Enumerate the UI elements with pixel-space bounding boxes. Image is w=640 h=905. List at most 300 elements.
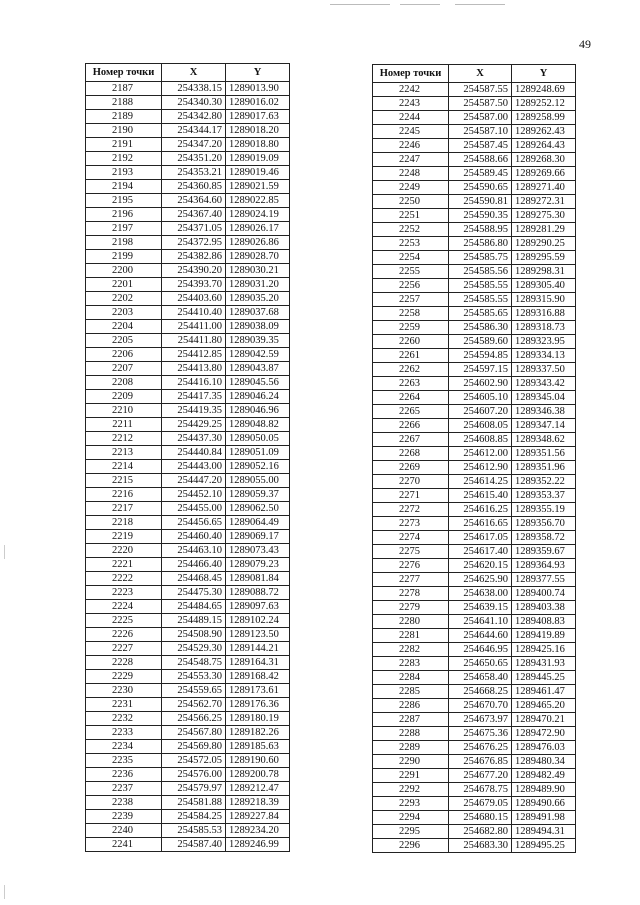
- table-row: [373, 125, 576, 139]
- x-coordinate-cell: 254443.00: [162, 460, 226, 474]
- coordinates-table-left: [85, 63, 290, 852]
- y-coordinate-cell: 1289495.25: [512, 839, 576, 853]
- point-number-cell: 2217: [86, 502, 162, 516]
- x-coordinate-cell: 254650.65: [449, 657, 512, 671]
- table-row: [373, 657, 576, 671]
- y-coordinate-cell: 1289491.98: [512, 811, 576, 825]
- table-row: [86, 278, 290, 292]
- y-coordinate-cell: 1289097.63: [226, 600, 290, 614]
- y-coordinate-cell: 1289102.24: [226, 614, 290, 628]
- y-coordinate-cell: 1289345.04: [512, 391, 576, 405]
- y-coordinate-cell: 1289377.55: [512, 573, 576, 587]
- point-number-cell: 2195: [86, 194, 162, 208]
- x-coordinate-cell: 254670.70: [449, 699, 512, 713]
- x-coordinate-cell: 254586.80: [449, 237, 512, 251]
- table-row: [373, 727, 576, 741]
- point-number-cell: 2289: [373, 741, 449, 755]
- table-header-row: [86, 64, 290, 82]
- table-row: [373, 503, 576, 517]
- page-number: 49: [579, 37, 591, 51]
- y-coordinate-cell: 1289069.17: [226, 530, 290, 544]
- column-header-x: X: [449, 65, 512, 83]
- x-coordinate-cell: 254589.45: [449, 167, 512, 181]
- table-row: [86, 362, 290, 376]
- table-row: [373, 307, 576, 321]
- scan-artifact: [4, 885, 5, 899]
- table-row: [373, 335, 576, 349]
- y-coordinate-cell: 1289035.20: [226, 292, 290, 306]
- y-coordinate-cell: 1289480.34: [512, 755, 576, 769]
- x-coordinate-cell: 254594.85: [449, 349, 512, 363]
- y-coordinate-cell: 1289144.21: [226, 642, 290, 656]
- table-row: [86, 82, 290, 96]
- x-coordinate-cell: 254562.70: [162, 698, 226, 712]
- table-row: [86, 432, 290, 446]
- table-row: [373, 629, 576, 643]
- x-coordinate-cell: 254585.56: [449, 265, 512, 279]
- table-row: [86, 110, 290, 124]
- table-row: [86, 404, 290, 418]
- y-coordinate-cell: 1289298.31: [512, 265, 576, 279]
- point-number-cell: 2189: [86, 110, 162, 124]
- table-row: [86, 684, 290, 698]
- point-number-cell: 2275: [373, 545, 449, 559]
- table-row: [86, 670, 290, 684]
- point-number-cell: 2261: [373, 349, 449, 363]
- table-row: [86, 600, 290, 614]
- point-number-cell: 2238: [86, 796, 162, 810]
- y-coordinate-cell: 1289021.59: [226, 180, 290, 194]
- point-number-cell: 2221: [86, 558, 162, 572]
- table-row: [86, 656, 290, 670]
- point-number-cell: 2234: [86, 740, 162, 754]
- x-coordinate-cell: 254597.15: [449, 363, 512, 377]
- point-number-cell: 2280: [373, 615, 449, 629]
- y-coordinate-cell: 1289323.95: [512, 335, 576, 349]
- y-coordinate-cell: 1289445.25: [512, 671, 576, 685]
- point-number-cell: 2270: [373, 475, 449, 489]
- table-row: [373, 405, 576, 419]
- table-row: [86, 152, 290, 166]
- table-row: [86, 348, 290, 362]
- point-number-cell: 2211: [86, 418, 162, 432]
- point-number-cell: 2246: [373, 139, 449, 153]
- table-row: [86, 628, 290, 642]
- point-number-cell: 2249: [373, 181, 449, 195]
- point-number-cell: 2212: [86, 432, 162, 446]
- table-row: [373, 181, 576, 195]
- point-number-cell: 2226: [86, 628, 162, 642]
- point-number-cell: 2206: [86, 348, 162, 362]
- point-number-cell: 2231: [86, 698, 162, 712]
- x-coordinate-cell: 254680.15: [449, 811, 512, 825]
- point-number-cell: 2237: [86, 782, 162, 796]
- y-coordinate-cell: 1289043.87: [226, 362, 290, 376]
- point-number-cell: 2240: [86, 824, 162, 838]
- y-coordinate-cell: 1289494.31: [512, 825, 576, 839]
- point-number-cell: 2295: [373, 825, 449, 839]
- x-coordinate-cell: 254646.95: [449, 643, 512, 657]
- table-row: [86, 320, 290, 334]
- table-row: [373, 97, 576, 111]
- x-coordinate-cell: 254585.55: [449, 293, 512, 307]
- y-coordinate-cell: 1289295.59: [512, 251, 576, 265]
- table-row: [86, 838, 290, 852]
- x-coordinate-cell: 254413.80: [162, 362, 226, 376]
- table-row: [86, 572, 290, 586]
- x-coordinate-cell: 254437.30: [162, 432, 226, 446]
- point-number-cell: 2223: [86, 586, 162, 600]
- x-coordinate-cell: 254411.00: [162, 320, 226, 334]
- y-coordinate-cell: 1289059.37: [226, 488, 290, 502]
- x-coordinate-cell: 254410.40: [162, 306, 226, 320]
- y-coordinate-cell: 1289246.99: [226, 838, 290, 852]
- scan-artifact: [455, 4, 505, 5]
- x-coordinate-cell: 254468.45: [162, 572, 226, 586]
- y-coordinate-cell: 1289173.61: [226, 684, 290, 698]
- table-row: [373, 545, 576, 559]
- x-coordinate-cell: 254489.15: [162, 614, 226, 628]
- x-coordinate-cell: 254351.20: [162, 152, 226, 166]
- x-coordinate-cell: 254590.81: [449, 195, 512, 209]
- point-number-cell: 2198: [86, 236, 162, 250]
- point-number-cell: 2245: [373, 125, 449, 139]
- point-number-cell: 2201: [86, 278, 162, 292]
- y-coordinate-cell: 1289358.72: [512, 531, 576, 545]
- y-coordinate-cell: 1289408.83: [512, 615, 576, 629]
- y-coordinate-cell: 1289431.93: [512, 657, 576, 671]
- point-number-cell: 2197: [86, 222, 162, 236]
- y-coordinate-cell: 1289343.42: [512, 377, 576, 391]
- point-number-cell: 2271: [373, 489, 449, 503]
- y-coordinate-cell: 1289351.56: [512, 447, 576, 461]
- point-number-cell: 2266: [373, 419, 449, 433]
- y-coordinate-cell: 1289018.20: [226, 124, 290, 138]
- y-coordinate-cell: 1289180.19: [226, 712, 290, 726]
- y-coordinate-cell: 1289073.43: [226, 544, 290, 558]
- table-row: [86, 488, 290, 502]
- table-row: [373, 587, 576, 601]
- point-number-cell: 2216: [86, 488, 162, 502]
- x-coordinate-cell: 254612.90: [449, 461, 512, 475]
- point-number-cell: 2241: [86, 838, 162, 852]
- x-coordinate-cell: 254608.85: [449, 433, 512, 447]
- x-coordinate-cell: 254607.20: [449, 405, 512, 419]
- table-row: [373, 517, 576, 531]
- table-row: [373, 195, 576, 209]
- x-coordinate-cell: 254614.25: [449, 475, 512, 489]
- table-row: [86, 782, 290, 796]
- point-number-cell: 2290: [373, 755, 449, 769]
- table-row: [373, 461, 576, 475]
- y-coordinate-cell: 1289028.70: [226, 250, 290, 264]
- table-row: [373, 769, 576, 783]
- point-number-cell: 2263: [373, 377, 449, 391]
- x-coordinate-cell: 254460.40: [162, 530, 226, 544]
- point-number-cell: 2250: [373, 195, 449, 209]
- table-row: [373, 741, 576, 755]
- y-coordinate-cell: 1289190.60: [226, 754, 290, 768]
- point-number-cell: 2190: [86, 124, 162, 138]
- point-number-cell: 2292: [373, 783, 449, 797]
- column-header-x: X: [162, 64, 226, 82]
- point-number-cell: 2199: [86, 250, 162, 264]
- point-number-cell: 2282: [373, 643, 449, 657]
- point-number-cell: 2208: [86, 376, 162, 390]
- point-number-cell: 2265: [373, 405, 449, 419]
- point-number-cell: 2244: [373, 111, 449, 125]
- table-row: [86, 754, 290, 768]
- point-number-cell: 2200: [86, 264, 162, 278]
- x-coordinate-cell: 254367.40: [162, 208, 226, 222]
- point-number-cell: 2267: [373, 433, 449, 447]
- x-coordinate-cell: 254587.00: [449, 111, 512, 125]
- table-row: [373, 237, 576, 251]
- y-coordinate-cell: 1289290.25: [512, 237, 576, 251]
- x-coordinate-cell: 254569.80: [162, 740, 226, 754]
- point-number-cell: 2232: [86, 712, 162, 726]
- x-coordinate-cell: 254675.36: [449, 727, 512, 741]
- x-coordinate-cell: 254353.21: [162, 166, 226, 180]
- scan-artifact: [4, 545, 5, 559]
- y-coordinate-cell: 1289038.09: [226, 320, 290, 334]
- x-coordinate-cell: 254644.60: [449, 629, 512, 643]
- x-coordinate-cell: 254616.25: [449, 503, 512, 517]
- point-number-cell: 2252: [373, 223, 449, 237]
- point-number-cell: 2225: [86, 614, 162, 628]
- table-row: [86, 208, 290, 222]
- table-row: [373, 755, 576, 769]
- x-coordinate-cell: 254617.05: [449, 531, 512, 545]
- y-coordinate-cell: 1289046.24: [226, 390, 290, 404]
- point-number-cell: 2293: [373, 797, 449, 811]
- x-coordinate-cell: 254412.85: [162, 348, 226, 362]
- y-coordinate-cell: 1289017.63: [226, 110, 290, 124]
- table-row: [86, 124, 290, 138]
- y-coordinate-cell: 1289272.31: [512, 195, 576, 209]
- y-coordinate-cell: 1289123.50: [226, 628, 290, 642]
- table-row: [86, 334, 290, 348]
- y-coordinate-cell: 1289490.66: [512, 797, 576, 811]
- x-coordinate-cell: 254679.05: [449, 797, 512, 811]
- point-number-cell: 2277: [373, 573, 449, 587]
- table-row: [86, 740, 290, 754]
- x-coordinate-cell: 254590.65: [449, 181, 512, 195]
- table-row: [373, 839, 576, 853]
- y-coordinate-cell: 1289476.03: [512, 741, 576, 755]
- y-coordinate-cell: 1289347.14: [512, 419, 576, 433]
- y-coordinate-cell: 1289305.40: [512, 279, 576, 293]
- x-coordinate-cell: 254588.66: [449, 153, 512, 167]
- table-row: [373, 699, 576, 713]
- point-number-cell: 2229: [86, 670, 162, 684]
- table-row: [86, 474, 290, 488]
- table-row: [373, 713, 576, 727]
- point-number-cell: 2192: [86, 152, 162, 166]
- x-coordinate-cell: 254360.85: [162, 180, 226, 194]
- y-coordinate-cell: 1289359.67: [512, 545, 576, 559]
- y-coordinate-cell: 1289185.63: [226, 740, 290, 754]
- x-coordinate-cell: 254340.30: [162, 96, 226, 110]
- y-coordinate-cell: 1289281.29: [512, 223, 576, 237]
- x-coordinate-cell: 254342.80: [162, 110, 226, 124]
- point-number-cell: 2194: [86, 180, 162, 194]
- x-coordinate-cell: 254585.65: [449, 307, 512, 321]
- y-coordinate-cell: 1289212.47: [226, 782, 290, 796]
- point-number-cell: 2205: [86, 334, 162, 348]
- x-coordinate-cell: 254615.40: [449, 489, 512, 503]
- y-coordinate-cell: 1289355.19: [512, 503, 576, 517]
- table-row: [373, 209, 576, 223]
- point-number-cell: 2257: [373, 293, 449, 307]
- y-coordinate-cell: 1289016.02: [226, 96, 290, 110]
- point-number-cell: 2279: [373, 601, 449, 615]
- point-number-cell: 2274: [373, 531, 449, 545]
- x-coordinate-cell: 254347.20: [162, 138, 226, 152]
- y-coordinate-cell: 1289400.74: [512, 587, 576, 601]
- point-number-cell: 2207: [86, 362, 162, 376]
- table-row: [373, 447, 576, 461]
- point-number-cell: 2288: [373, 727, 449, 741]
- table-row: [373, 293, 576, 307]
- table-row: [86, 222, 290, 236]
- point-number-cell: 2278: [373, 587, 449, 601]
- point-number-cell: 2209: [86, 390, 162, 404]
- point-number-cell: 2264: [373, 391, 449, 405]
- x-coordinate-cell: 254589.60: [449, 335, 512, 349]
- point-number-cell: 2239: [86, 810, 162, 824]
- table-row: [373, 783, 576, 797]
- point-number-cell: 2193: [86, 166, 162, 180]
- column-header-point: Номер точки: [373, 65, 449, 83]
- y-coordinate-cell: 1289046.96: [226, 404, 290, 418]
- table-row: [86, 712, 290, 726]
- point-number-cell: 2276: [373, 559, 449, 573]
- x-coordinate-cell: 254676.85: [449, 755, 512, 769]
- point-number-cell: 2230: [86, 684, 162, 698]
- point-number-cell: 2262: [373, 363, 449, 377]
- x-coordinate-cell: 254608.05: [449, 419, 512, 433]
- table-row: [86, 614, 290, 628]
- point-number-cell: 2287: [373, 713, 449, 727]
- x-coordinate-cell: 254475.30: [162, 586, 226, 600]
- table-row: [86, 586, 290, 600]
- x-coordinate-cell: 254641.10: [449, 615, 512, 629]
- x-coordinate-cell: 254584.25: [162, 810, 226, 824]
- x-coordinate-cell: 254508.90: [162, 628, 226, 642]
- y-coordinate-cell: 1289262.43: [512, 125, 576, 139]
- table-row: [373, 349, 576, 363]
- table-row: [373, 811, 576, 825]
- point-number-cell: 2296: [373, 839, 449, 853]
- y-coordinate-cell: 1289318.73: [512, 321, 576, 335]
- y-coordinate-cell: 1289062.50: [226, 502, 290, 516]
- table-row: [373, 475, 576, 489]
- x-coordinate-cell: 254683.30: [449, 839, 512, 853]
- table-row: [86, 460, 290, 474]
- point-number-cell: 2235: [86, 754, 162, 768]
- y-coordinate-cell: 1289050.05: [226, 432, 290, 446]
- y-coordinate-cell: 1289039.35: [226, 334, 290, 348]
- point-number-cell: 2273: [373, 517, 449, 531]
- x-coordinate-cell: 254587.45: [449, 139, 512, 153]
- y-coordinate-cell: 1289346.38: [512, 405, 576, 419]
- point-number-cell: 2203: [86, 306, 162, 320]
- x-coordinate-cell: 254676.25: [449, 741, 512, 755]
- x-coordinate-cell: 254658.40: [449, 671, 512, 685]
- x-coordinate-cell: 254612.00: [449, 447, 512, 461]
- y-coordinate-cell: 1289275.30: [512, 209, 576, 223]
- x-coordinate-cell: 254620.15: [449, 559, 512, 573]
- table-row: [373, 377, 576, 391]
- x-coordinate-cell: 254371.05: [162, 222, 226, 236]
- table-row: [373, 671, 576, 685]
- point-number-cell: 2219: [86, 530, 162, 544]
- table-row: [86, 306, 290, 320]
- y-coordinate-cell: 1289018.80: [226, 138, 290, 152]
- y-coordinate-cell: 1289465.20: [512, 699, 576, 713]
- column-header-y: Y: [512, 65, 576, 83]
- x-coordinate-cell: 254417.35: [162, 390, 226, 404]
- table-row: [86, 530, 290, 544]
- x-coordinate-cell: 254411.80: [162, 334, 226, 348]
- point-number-cell: 2286: [373, 699, 449, 713]
- point-number-cell: 2285: [373, 685, 449, 699]
- table-row: [86, 180, 290, 194]
- x-coordinate-cell: 254581.88: [162, 796, 226, 810]
- x-coordinate-cell: 254416.10: [162, 376, 226, 390]
- x-coordinate-cell: 254553.30: [162, 670, 226, 684]
- y-coordinate-cell: 1289048.82: [226, 418, 290, 432]
- x-coordinate-cell: 254390.20: [162, 264, 226, 278]
- x-coordinate-cell: 254466.40: [162, 558, 226, 572]
- point-number-cell: 2254: [373, 251, 449, 265]
- y-coordinate-cell: 1289271.40: [512, 181, 576, 195]
- point-number-cell: 2284: [373, 671, 449, 685]
- table-row: [373, 363, 576, 377]
- point-number-cell: 2214: [86, 460, 162, 474]
- table-row: [373, 615, 576, 629]
- point-number-cell: 2283: [373, 657, 449, 671]
- x-coordinate-cell: 254452.10: [162, 488, 226, 502]
- table-row: [86, 446, 290, 460]
- y-coordinate-cell: 1289079.23: [226, 558, 290, 572]
- point-number-cell: 2251: [373, 209, 449, 223]
- y-coordinate-cell: 1289248.69: [512, 83, 576, 97]
- y-coordinate-cell: 1289348.62: [512, 433, 576, 447]
- x-coordinate-cell: 254605.10: [449, 391, 512, 405]
- table-row: [373, 559, 576, 573]
- table-row: [86, 768, 290, 782]
- y-coordinate-cell: 1289030.21: [226, 264, 290, 278]
- y-coordinate-cell: 1289081.84: [226, 572, 290, 586]
- table-row: [373, 601, 576, 615]
- y-coordinate-cell: 1289351.96: [512, 461, 576, 475]
- table-row: [373, 139, 576, 153]
- x-coordinate-cell: 254576.00: [162, 768, 226, 782]
- y-coordinate-cell: 1289403.38: [512, 601, 576, 615]
- y-coordinate-cell: 1289164.31: [226, 656, 290, 670]
- y-coordinate-cell: 1289182.26: [226, 726, 290, 740]
- table-row: [86, 516, 290, 530]
- table-row: [373, 223, 576, 237]
- y-coordinate-cell: 1289419.89: [512, 629, 576, 643]
- table-row: [373, 489, 576, 503]
- y-coordinate-cell: 1289064.49: [226, 516, 290, 530]
- x-coordinate-cell: 254587.10: [449, 125, 512, 139]
- coordinates-table-right: [372, 64, 576, 853]
- x-coordinate-cell: 254572.05: [162, 754, 226, 768]
